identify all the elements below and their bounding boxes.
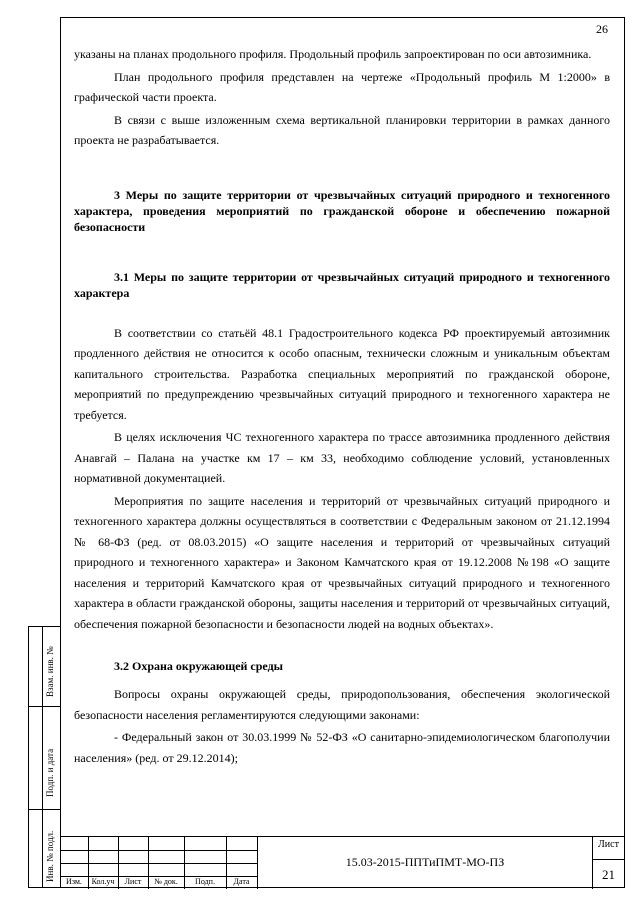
paragraph: В связи с выше изложенным схема вертикальной планировки территории в рамках данного проекта не разрабатывается. [74,112,610,147]
title-block [60,836,625,888]
tb-col-ndok: № док. [154,877,178,886]
stamp-label-vzam: Взам. инв. № [45,646,55,697]
stamp-label-podp: Подп. и дата [45,748,55,797]
tb-col-podp: Подп. [195,877,215,886]
tb-col-data: Дата [233,877,250,886]
paragraph: В соответствии со статьёй 48.1 Градостроительного кодекса РФ проектируемый автозимник продленного действия не относится к особо опасным, технически сложным и уникальным объектам капитального строительства. Разработка специальных мероприятий по гражданской обороне, мероприятий по предупреждению чрезвычайных ситуаций природного и техногенного характера не требуется. [74,325,610,422]
paragraph: Мероприятия по защите населения и территорий от чрезвычайных ситуаций природного и техногенного характера должны осуществляться в соответствии с Федеральным законом от 21.12.1994 № 68-ФЗ (ред. от 08.03.2015) «О защите населения и территорий от чрезвычайных ситуаций природного и техногенного характера» и Законом Камчатского края от 19.12.2008 №198 «О защите населения и территорий Камчатского края от чрезвычайных ситуаций природного и техногенного характера в области гражданской обороны, защиты населения и территорий от чрезвычайных ситуаций, обеспечения пожарной безопасности и безопасности людей на водных объектах». [74,493,610,631]
paragraph: - Федеральный закон от 30.03.1999 № 52-ФЗ «О санитарно-эпидемиологическом благополучии населения» (ред. от 29.12.2014); [74,730,610,765]
sheet-label: Лист [598,839,619,850]
tb-col-list: Лист [124,877,142,886]
page-number-top: 26 [596,22,608,36]
paragraph: План продольного профиля представлен на чертеже «Продольный профиль М 1:2000» в графической части проекта. [74,69,610,104]
paragraph: В целях исключения ЧС техногенного характера по трассе автозимника продленного действия Анавгай – Палана на участке км 17 – км 33, необходимо соблюдение условий, установленных нормативной документацией. [74,430,610,485]
tb-col-kol: Кол.уч [91,877,115,886]
section-heading-3-2: 3.2 Охрана окружающей среды [114,659,284,673]
document-body [74,44,610,770]
paragraph: Вопросы охраны окружающей среды, природопользования, обеспечения экологической безопасности населения регламентируются следующими законами: [74,687,610,722]
tb-col-izm: Изм. [66,877,82,886]
sheet-number: 21 [602,867,615,882]
paragraph: указаны на планах продольного профиля. Продольный профиль запроектирован по оси автозимника. [74,47,592,61]
section-heading-3: 3 Меры по защите территории от чрезвычайных ситуаций природного и техногенного характера, проведения мероприятий по гражданской обороне и обеспечению пожарной безопасности [74,187,610,234]
left-margin-stamp [28,626,60,888]
document-code: 15.03-2015-ППТиПМТ-МО-ПЗ [345,855,505,869]
section-heading-3-1: 3.1 Меры по защите территории от чрезвычайных ситуаций природного и техногенного характера [74,269,610,300]
stamp-label-inv: Инв. № подл. [45,830,55,882]
